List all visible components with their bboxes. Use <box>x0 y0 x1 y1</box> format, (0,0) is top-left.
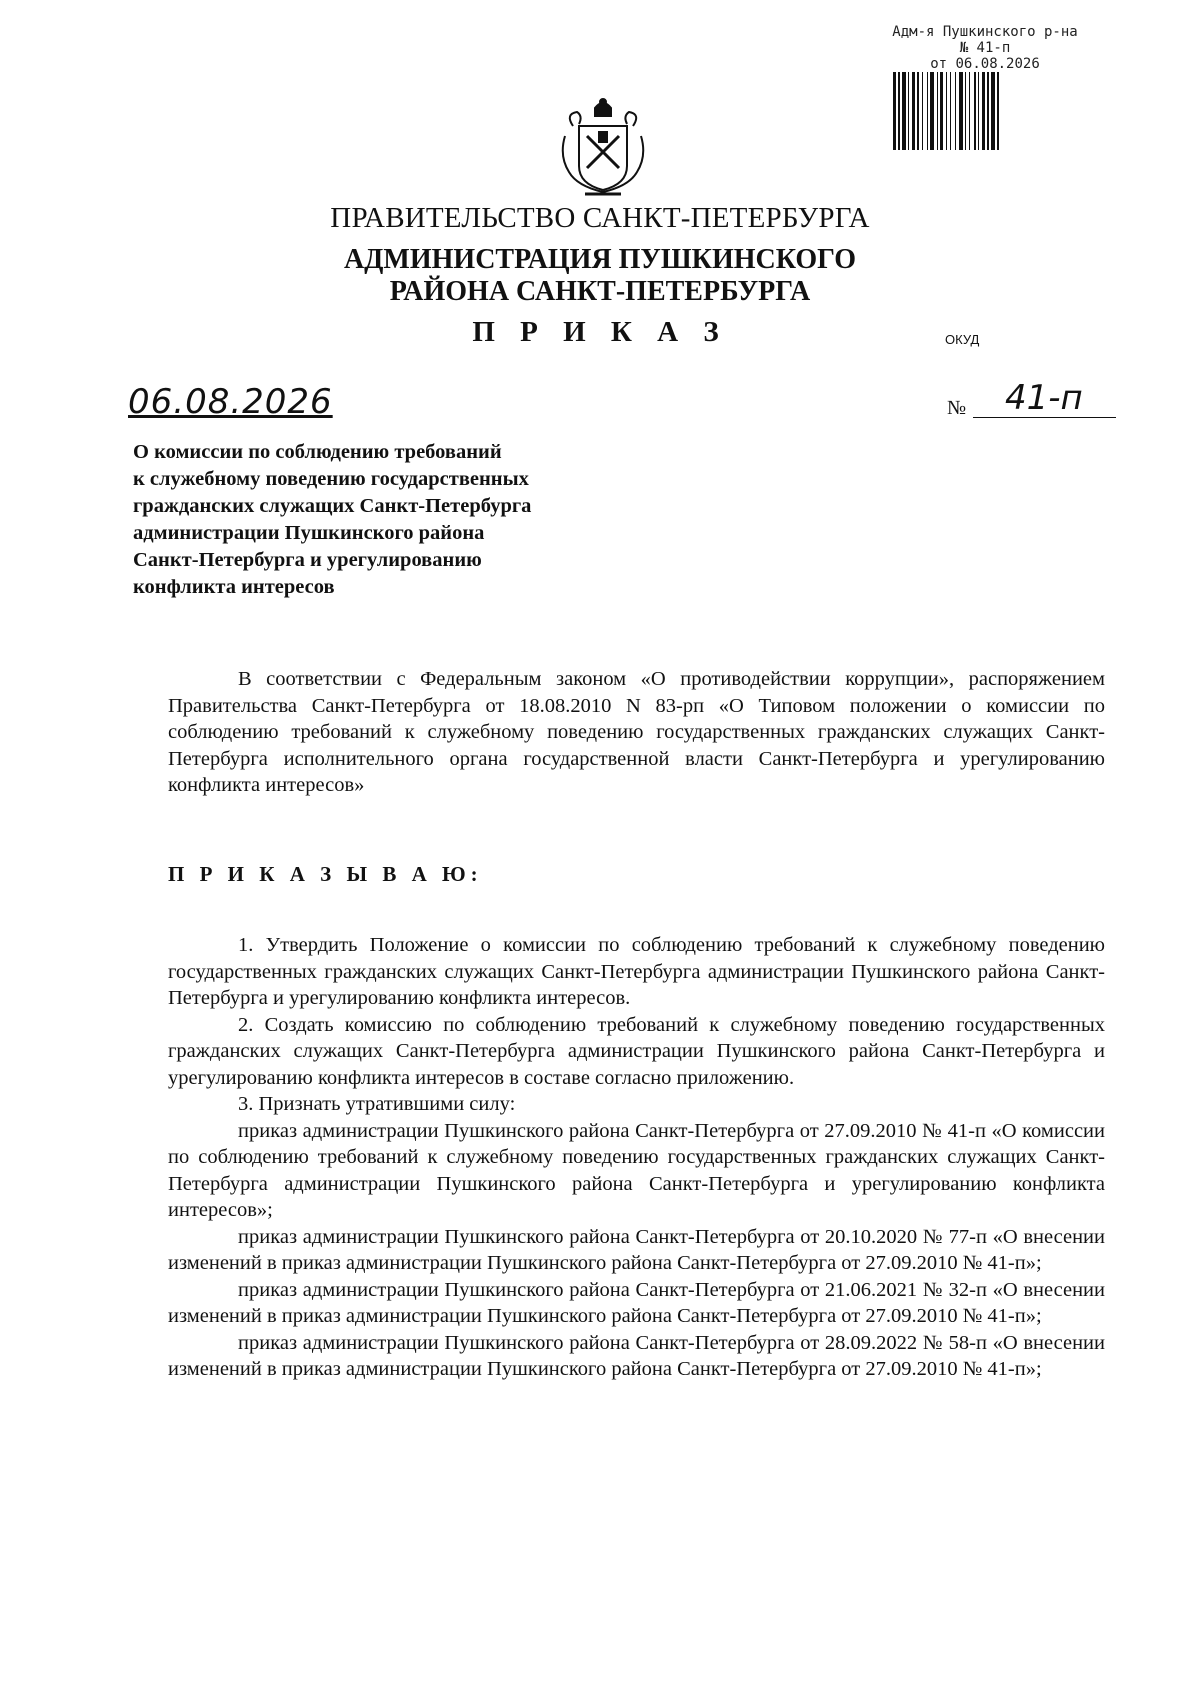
order-item: 1. Утвердить Положение о комиссии по соблюдению требований к служебному поведению государственных гражданских служащих Санкт-Петербурга администрации Пушкинского района Санкт-Петербурга и урегулированию конфликта интересов. <box>168 934 1105 1009</box>
preamble-text: В соответствии с Федеральным законом «О противодействии коррупции», распоряжением Правительства Санкт-Петербурга от 18.08.2010 N 83-рп «О Типовом положении о комиссии по соблюдению требований к служебному поведению государственных гражданских служащих Санкт-Петербурга исполнительного органа государственной власти Санкт-Петербурга и урегулированию конфликта интересов» <box>168 668 1105 796</box>
subject-line: гражданских служащих Санкт-Петербурга <box>133 495 532 517</box>
order-items <box>168 932 1105 1383</box>
repealed-order: приказ администрации Пушкинского района Санкт-Петербурга от 27.09.2010 № 41-п «О комиссии по соблюдению требований к служебному поведению государственных гражданских служащих Санкт-Петербурга администрации Пушкинского района Санкт-Петербурга и урегулированию конфликта интересов»; <box>168 1119 1105 1221</box>
order-item: 2. Создать комиссию по соблюдению требований к служебному поведению государственных гражданских служащих Санкт-Петербурга администрации Пушкинского района Санкт-Петербурга и урегулированию конфликта интересов в составе согласно приложению. <box>168 1013 1105 1089</box>
document-subject <box>133 439 653 601</box>
stamp-office: Адм-я Пушкинского р-на <box>892 24 1078 40</box>
repealed-order: приказ администрации Пушкинского района Санкт-Петербурга от 28.09.2022 № 58-п «О внесении изменений в приказ администрации Пушкинского района Санкт-Петербурга от 27.09.2010 № 41-п»; <box>168 1331 1105 1380</box>
subject-line: Санкт-Петербурга и урегулированию <box>133 549 482 571</box>
handwritten-date: 06.08.2026 <box>128 382 333 422</box>
repealed-order: приказ администрации Пушкинского района Санкт-Петербурга от 20.10.2020 № 77-п «О внесении изменений в приказ администрации Пушкинского района Санкт-Петербурга от 27.09.2010 № 41-п»; <box>168 1225 1105 1274</box>
handwritten-number: 41-п <box>1005 378 1083 418</box>
administration-title-line-2: РАЙОНА САНКТ-ПЕТЕРБУРГА <box>389 276 811 307</box>
number-label: № <box>947 397 967 419</box>
subject-line: администрации Пушкинского района <box>133 522 485 544</box>
okud-label: ОКУД <box>945 332 980 347</box>
preamble-paragraph <box>168 666 1105 799</box>
subject-line: О комиссии по соблюдению требований <box>133 441 502 463</box>
government-title: ПРАВИТЕЛЬСТВО САНКТ-ПЕТЕРБУРГА <box>330 202 870 234</box>
stamp-number: № 41-п <box>959 40 1011 56</box>
barcode <box>893 72 1083 150</box>
order-item: 3. Признать утратившими силу: <box>238 1093 516 1115</box>
subject-line: к служебному поведению государственных <box>133 468 529 490</box>
subject-line: конфликта интересов <box>133 576 335 598</box>
stamp-date: от 06.08.2026 <box>930 56 1040 72</box>
order-heading: П Р И К А З Ы В А Ю: <box>168 862 483 886</box>
registration-stamp <box>880 24 1090 72</box>
repealed-order: приказ администрации Пушкинского района Санкт-Петербурга от 21.06.2021 № 32-п «О внесении изменений в приказ администрации Пушкинского района Санкт-Петербурга от 27.09.2010 № 41-п»; <box>168 1278 1105 1327</box>
coat-of-arms-emblem <box>555 96 651 200</box>
administration-title-line-1: АДМИНИСТРАЦИЯ ПУШКИНСКОГО <box>343 244 857 275</box>
document-type-title: П Р И К А З <box>472 316 728 348</box>
